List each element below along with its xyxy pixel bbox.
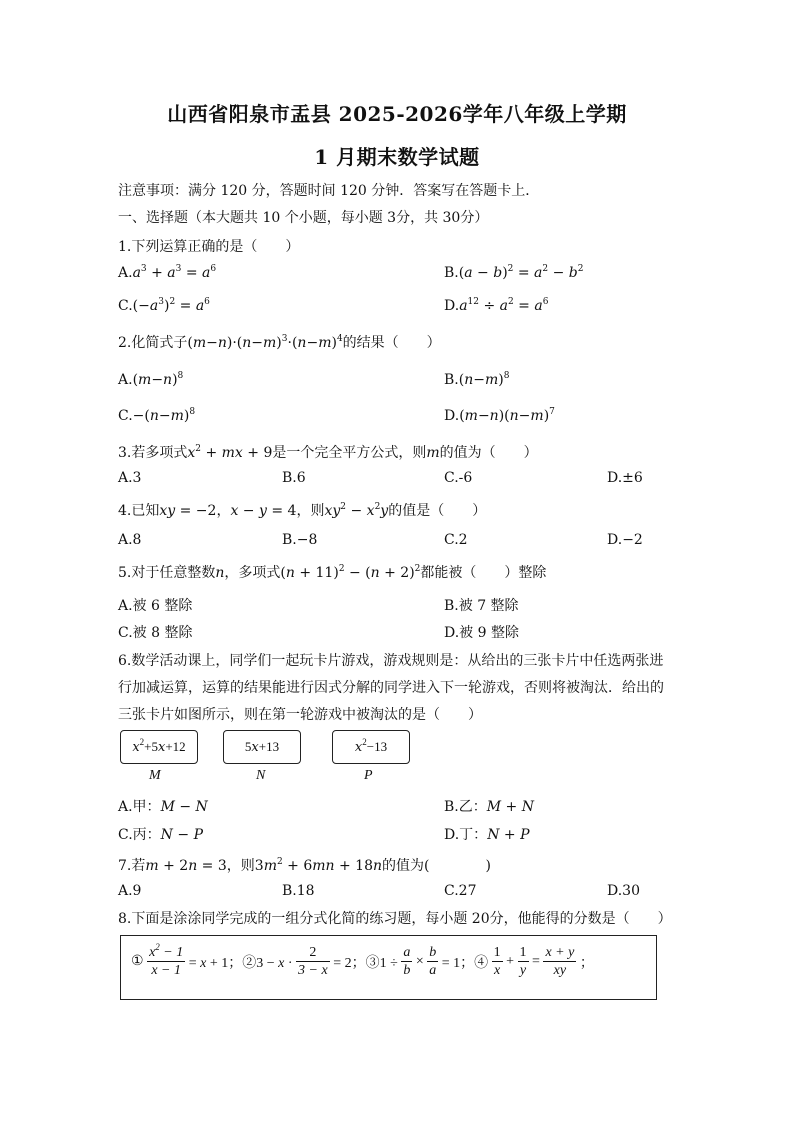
card-label-m: M (149, 768, 161, 783)
q4-option-d[interactable]: D.−2 (607, 532, 643, 548)
notice-text: 注意事项：满分 120 分，答题时间 120 分钟．答案写在答题卡上． (118, 183, 540, 199)
q3-option-b[interactable]: B.6 (282, 470, 306, 486)
q6-option-c[interactable]: C.丙：N − P (118, 827, 203, 843)
q2-option-d[interactable]: $D.(m-n)(n-m)^7$ (444, 407, 555, 424)
fraction: $\frac{a}{b}$ (403, 945, 411, 978)
question-8-stem: 8.下面是涂涂同学完成的一组分式化简的练习题，每小题 20分，他能得的分数是（ ） (118, 911, 672, 927)
card-label-p: P (364, 768, 373, 783)
q3-option-d[interactable]: D.±6 (607, 470, 643, 486)
fraction: $\frac{1}{x}$ (493, 945, 501, 978)
fraction: $\frac{x + y}{xy}$ (545, 945, 575, 978)
question-6-line1: 6.数学活动课上，同学们一起玩卡片游戏，游戏规则是：从给出的三张卡片中任选两张进 (118, 653, 664, 669)
fraction: $\frac{1}{y}$ (519, 945, 527, 978)
question-6-line3: 三张卡片如图所示，则在第一轮游戏中被淘汰的是（ ） (118, 707, 482, 723)
q8-exercises: ① $\frac{x^2 - 1}{x - 1}$ = x + 1；②3 − x · $\frac{2}{3 - x}$ = 2；③1 ÷ $\frac{a}{b}$ × $\frac{b}{a}$ = 1；④ $\frac{1}{x}$ + $\frac{1}{y}$ = $\frac{x + y}{xy}$ ； (131, 942, 594, 978)
q1-option-b[interactable]: $B.(a - b)^2 = a^2 - b^2$ (444, 264, 584, 281)
exam-title-line2: 1 月期末数学试题 (314, 145, 480, 169)
question-1-stem: 1.下列运算正确的是（ ） (118, 239, 300, 255)
card-m: $x^2+5x+12$ (120, 730, 198, 764)
q2-option-c[interactable]: $C.-(n-m)^8$ (118, 407, 196, 424)
section-heading: 一、选择题（本大题共 10 个小题，每小题 3分，共 30分） (118, 210, 489, 226)
q1-option-d[interactable]: $D.a^{12} \div a^2 = a^6$ (444, 297, 549, 314)
q5-option-a[interactable]: A.被 6 整除 (118, 598, 193, 614)
q7-option-b[interactable]: B.18 (282, 883, 315, 899)
q6-option-a[interactable]: A.甲：M − N (118, 799, 208, 815)
q2-option-a[interactable]: $A.(m-n)^8$ (118, 371, 184, 388)
card-n: 5x+13 (223, 730, 301, 764)
question-3-stem: 3.若多项式$x^2$ + mx + 9是一个完全平方公式，则m的值为（ ） (118, 444, 538, 461)
question-2-stem: 2.化简式子$(m-n)\cdot(n-m)^3\cdot(n-m)^4$的结果（ ） (118, 334, 441, 351)
fraction: $\frac{b}{a}$ (429, 945, 437, 978)
q3-option-a[interactable]: A.3 (118, 470, 142, 486)
q6-option-d[interactable]: D.丁：N + P (444, 827, 530, 843)
question-4-stem: 4.已知xy = −2，x − y = 4，则$xy^2 - x^2y$的值是（ ） (118, 502, 487, 519)
q8-exercise-box (120, 935, 657, 1000)
q4-option-a[interactable]: A.8 (118, 532, 142, 548)
q3-option-c[interactable]: C.-6 (444, 470, 473, 486)
fraction: $\frac{2}{3 - x}$ (298, 945, 328, 978)
q7-option-c[interactable]: C.27 (444, 883, 477, 899)
q2-option-b[interactable]: $B.(n-m)^8$ (444, 371, 510, 388)
question-6-line2: 行加减运算，运算的结果能进行因式分解的同学进入下一轮游戏，否则将被淘汰．给出的 (118, 680, 664, 696)
question-7-stem: 7.若m + 2n = 3，则$3m^2 + 6mn + 18n$的值为( ) (118, 857, 491, 874)
fraction: $\frac{x^2 - 1}{x - 1}$ (149, 942, 184, 978)
q7-option-a[interactable]: A.9 (118, 883, 142, 899)
q5-option-b[interactable]: B.被 7 整除 (444, 598, 519, 614)
q4-option-b[interactable]: B.−8 (282, 532, 318, 548)
exam-title-line1: 山西省阳泉市盂县 2025-2026学年八年级上学期 (167, 102, 627, 126)
q1-option-c[interactable]: $C.(-a^3)^2 = a^6$ (118, 297, 210, 314)
question-5-stem: 5.对于任意整数n，多项式$(n + 11)^2 - (n + 2)^2$都能被（ ）整除 (118, 564, 547, 581)
q4-option-c[interactable]: C.2 (444, 532, 468, 548)
q5-option-c[interactable]: C.被 8 整除 (118, 625, 193, 641)
q1-option-a[interactable]: $A.a^3 + a^3 = a^6$ (118, 264, 217, 281)
q6-option-b[interactable]: B.乙：M + N (444, 799, 534, 815)
card-label-n: N (256, 768, 266, 783)
card-p: $x^2-13$ (332, 730, 410, 764)
q5-option-d[interactable]: D.被 9 整除 (444, 625, 519, 641)
q7-option-d[interactable]: D.30 (607, 883, 640, 899)
